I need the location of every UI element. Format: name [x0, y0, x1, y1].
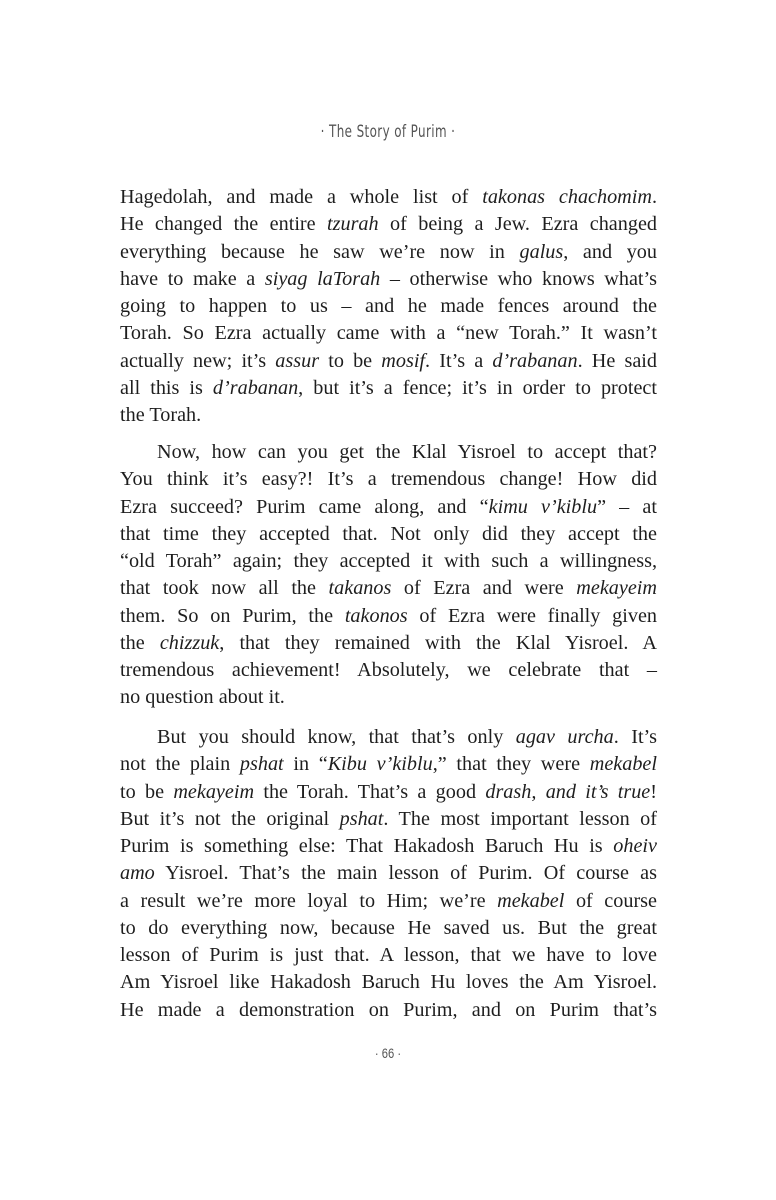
text-run: .: [651, 186, 657, 208]
text-line: [120, 969, 657, 996]
text-run: , but it’s a fence; it’s in order to protect: [298, 376, 657, 399]
text-run: Yisroel. That’s the main lesson of Purim. Of course as: [154, 862, 657, 885]
text-line: [120, 239, 657, 266]
text-run: . He said: [577, 349, 657, 372]
text-run: . The most important lesson of: [383, 807, 657, 830]
italic-term: mekabel: [497, 889, 565, 912]
text-run: Am Yisroel like Hakadosh Baruch Hu loves the Am Yisroel.: [120, 971, 657, 994]
italic-term: pshat: [239, 753, 284, 776]
text-run: the: [120, 631, 160, 654]
italic-term: tzurah: [327, 213, 379, 236]
text-run: no question about it.: [120, 686, 285, 709]
text-line: [120, 684, 657, 711]
italic-term: mekayeim: [576, 577, 657, 600]
text-line: [120, 184, 657, 211]
italic-term: chizzuk: [159, 631, 220, 654]
text-run: lesson of Purim is just that. A lesson, that we have to love: [120, 944, 657, 966]
text-run: Torah. So Ezra actually came with a “new Torah.” It wasn’t: [120, 322, 657, 345]
text-run: everything because he saw we’re now in: [120, 240, 520, 263]
text-run: But it’s not the original: [120, 807, 340, 830]
text-line: [120, 806, 657, 833]
italic-term: takonos: [344, 604, 408, 627]
text-run: . It’s: [613, 726, 658, 748]
text-line: [120, 521, 657, 548]
text-line: [120, 494, 657, 521]
text-line: [120, 888, 657, 915]
text-line: [120, 657, 657, 684]
text-run: actually new; it’s: [120, 349, 276, 372]
text-line: [120, 293, 657, 320]
text-line: [120, 942, 657, 969]
italic-term: kimu v’kiblu: [488, 495, 598, 518]
text-line: [120, 548, 657, 575]
italic-term: oheiv: [613, 835, 657, 857]
italic-term: mekabel: [589, 753, 657, 776]
text-run: , and you: [563, 240, 657, 263]
text-run: You think it’s easy?! It’s a tremendous change! How did: [120, 468, 657, 491]
text-run: of Ezra and were: [391, 577, 577, 600]
text-line: [120, 630, 657, 657]
text-run: to do everything now, because He saved us. But the great: [120, 916, 657, 939]
paragraph: [120, 724, 657, 1024]
text-run: Now, how can you get the Klal Yisroel to accept that?: [157, 441, 657, 463]
italic-term: siyag laTorah: [264, 267, 381, 290]
paragraph: [120, 439, 657, 712]
text-run: Ezra succeed? Purim came along, and “: [120, 495, 489, 518]
italic-term: pshat: [339, 807, 384, 830]
text-line: [120, 724, 657, 751]
text-line: [120, 266, 657, 293]
text-run: Hagedolah, and made a whole list of: [120, 186, 483, 208]
text-run: all this is: [120, 376, 213, 399]
italic-term: mosif: [381, 349, 426, 372]
text-line: [120, 439, 657, 466]
text-line: [120, 320, 657, 347]
text-run: Purim is something else: That Hakadosh Baruch Hu is: [120, 835, 614, 857]
text-run: in “: [283, 753, 328, 776]
text-line: [120, 575, 657, 602]
italic-term: mekayeim: [173, 780, 255, 803]
text-run: to be: [319, 349, 382, 372]
text-run: But you should know, that that’s only: [157, 726, 516, 748]
text-run: He changed the entire: [120, 213, 328, 236]
text-run: . It’s a: [425, 349, 493, 372]
italic-term: takanos: [328, 577, 392, 600]
italic-term: takonas chachomim: [482, 186, 652, 208]
text-line: [120, 860, 657, 887]
text-run: !: [650, 780, 657, 803]
text-run: going to happen to us – and he made fences around the: [120, 295, 657, 317]
text-run: a result we’re more loyal to Him; we’re: [120, 889, 498, 912]
text-line: [120, 603, 657, 630]
page-number: · 66 ·: [374, 1045, 402, 1061]
text-line: [120, 348, 657, 375]
text-line: [120, 779, 657, 806]
italic-term: galus: [519, 240, 564, 263]
text-line: [120, 375, 657, 402]
text-run: , that they remained with the Klal Yisroel. A: [219, 631, 657, 654]
text-run: of course: [564, 889, 657, 912]
text-run: not the plain: [120, 753, 240, 776]
text-run: them. So on Purim, the: [120, 604, 345, 627]
italic-term: agav urcha: [515, 726, 614, 748]
text-line: [120, 833, 657, 860]
text-run: the Torah.: [120, 404, 202, 426]
italic-term: Kibu v’kiblu: [327, 753, 433, 776]
text-run: of Ezra were finally given: [407, 604, 657, 627]
text-run: ” – at: [597, 495, 657, 518]
text-run: to be: [120, 780, 174, 803]
text-line: [120, 751, 657, 778]
italic-term: assur: [275, 349, 320, 372]
paragraph: [120, 184, 657, 429]
text-run: “old Torah” again; they accepted it with such a willingness,: [120, 550, 657, 572]
text-line: [120, 402, 657, 429]
running-head: · The Story of Purim ·: [320, 122, 456, 142]
text-run: the Torah. That’s a good: [254, 780, 486, 803]
text-line: [120, 997, 657, 1024]
text-run: have to make a: [120, 267, 265, 290]
text-line: [120, 211, 657, 238]
text-line: [120, 915, 657, 942]
text-run: that took now all the: [120, 577, 329, 600]
text-run: He made a demonstration on Purim, and on Purim that’s: [120, 998, 657, 1021]
italic-term: d’rabanan: [212, 376, 299, 399]
text-run: ,” that they were: [432, 753, 590, 776]
text-line: [120, 466, 657, 493]
text-run: tremendous achievement! Absolutely, we celebrate that –: [120, 659, 657, 681]
italic-term: amo: [120, 862, 155, 885]
italic-term: d’rabanan: [492, 349, 578, 372]
text-run: – otherwise who knows what’s: [380, 267, 657, 290]
text-run: that time they accepted that. Not only did they accept the: [120, 522, 657, 545]
italic-term: drash, and it’s true: [485, 780, 651, 803]
text-run: of being a Jew. Ezra changed: [378, 213, 658, 236]
